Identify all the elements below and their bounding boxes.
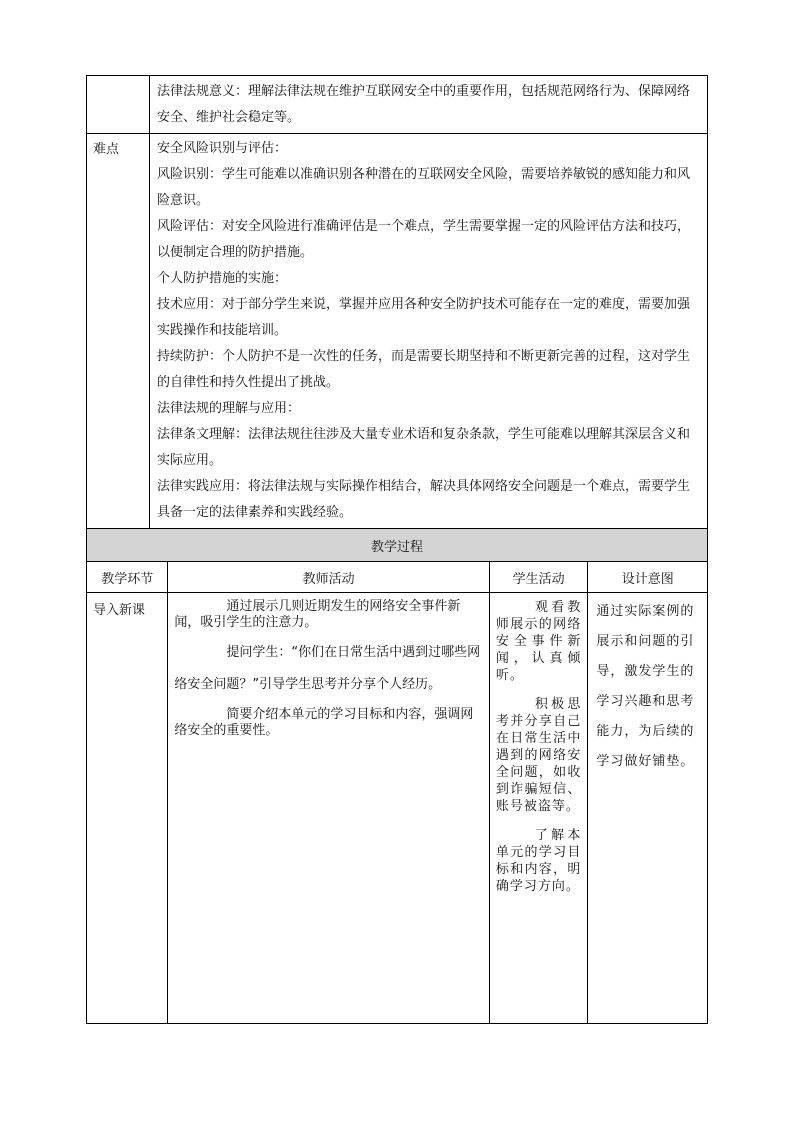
content-line: 法律法规意义：理解法律法规在维护互联网安全中的重要作用，包括规范网络行为、保障网络安全、维护社会稳定等。 <box>157 84 691 125</box>
column-header: 学生活动 <box>489 562 587 593</box>
student-activity-cell <box>489 593 587 1024</box>
teacher-activity-cell <box>168 593 490 1024</box>
content-line: 个人防护措施的实施： <box>157 271 288 286</box>
table-row <box>87 76 708 134</box>
content-line: 法律条文理解：法律法规往往涉及大量专业术语和复杂条款，学生可能难以理解其深层含义和实际应用。 <box>157 427 691 468</box>
teacher-paragraph: 简要介绍本单元的学习目标和内容，强调网络安全的重要性。 <box>174 707 474 738</box>
student-paragraph: 观看教师展示的网络安全事件新闻，认真倾听。 <box>495 600 582 683</box>
process-title: 教学过程 <box>87 529 708 562</box>
table-header-row <box>87 562 708 593</box>
content-line: 风险评估：对安全风险进行准确评估是一个难点，学生需要掌握一定的风险评估方法和技巧，以便制定合理的防护措施。 <box>157 219 691 260</box>
student-paragraph: 了解本单元的学习目标和内容，明确学习方向。 <box>495 828 582 894</box>
teaching-process-table <box>86 528 708 1024</box>
difficulty-label: 难点 <box>87 134 150 529</box>
content-line: 法律法规的理解与应用： <box>157 401 301 416</box>
column-header: 教师活动 <box>168 562 490 593</box>
content-line: 法律实践应用：将法律法规与实际操作相结合，解决具体网络安全问题是一个难点，需要学生具备一定的法律素养和实践经验。 <box>157 479 691 520</box>
content-line: 安全风险识别与评估： <box>157 141 288 156</box>
table-row <box>87 593 708 1024</box>
column-header: 设计意图 <box>588 562 708 593</box>
content-line: 技术应用：对于部分学生来说，掌握并应用各种安全防护技术可能存在一定的难度，需要加强实践操作和技能培训。 <box>157 297 691 338</box>
content-line: 风险识别：学生可能难以准确识别各种潜在的互联网安全风险，需要培养敏锐的感知能力和风险意识。 <box>157 167 691 208</box>
difficulty-content <box>150 134 708 529</box>
table-row <box>87 529 708 562</box>
student-paragraph: 积极思考并分享自己在日常生活中遇到的网络安全问题，如收到诈骗短信、账号被盗等。 <box>495 697 582 814</box>
design-intent-cell: 通过实际案例的展示和问题的引导，激发学生的学习兴趣和思考能力，为后续的学习做好铺垫。 <box>588 593 708 1024</box>
table-row <box>87 134 708 529</box>
content-line: 持续防护：个人防护不是一次性的任务，而是需要长期坚持和不断更新完善的过程，这对学生的自律性和持久性提出了挑战。 <box>157 349 691 390</box>
teacher-paragraph: 提问学生：“你们在日常生活中遇到过哪些网络安全问题？”引导学生思考并分享个人经历。 <box>174 645 481 692</box>
column-header: 教学环节 <box>87 562 168 593</box>
teacher-paragraph: 通过展示几则近期发生的网络安全事件新闻，吸引学生的注意力。 <box>174 599 461 630</box>
stage-cell: 导入新课 <box>87 593 168 1024</box>
row-label <box>87 76 150 134</box>
row-content <box>150 76 708 134</box>
lesson-plan-sheet <box>86 75 708 1024</box>
key-points-table <box>86 75 708 529</box>
